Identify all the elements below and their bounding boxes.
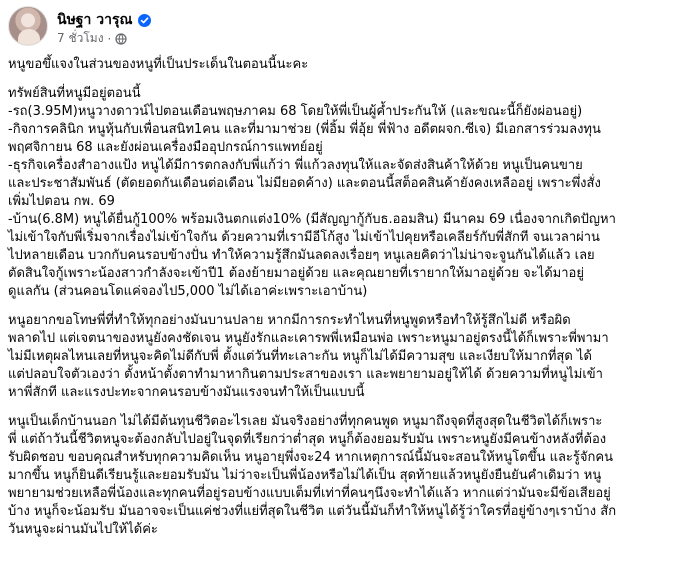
paragraph-closing xyxy=(8,413,672,539)
post-timestamp[interactable]: 7 ชั่วโมง xyxy=(57,31,104,45)
text-line: วันหนูจะผ่านมันไปให้ได้ค่ะ xyxy=(8,522,158,537)
paragraph-apology xyxy=(8,312,672,402)
text-line: พลาดไป แต่เจตนาของหนูยังคงชัดเจน หนูยังรักและเคารพพี่เหมือนพ่อ เพราะหนูมาอยู่ตรงนี้ได้ก็เพราะพี่พามา xyxy=(8,331,609,346)
text-line: -รถ(3.95M)หนูวางดาวน์ไปตอนเดือนพฤษภาคม 68 โดยให้พี่เป็นผู้ค้ำประกันให้ (และขณะนี้ก็ยังผ่อนอยู่) xyxy=(8,104,583,119)
text-line: -บ้าน(6.8M) หนูได้ยื่นกู้100% พร้อมเงินตกแต่ง10% (มีสัญญากู้กับธ.ออมสิน) มีนาคม 69 เนื่องจากเกิดปัญหา xyxy=(8,212,616,227)
author-avatar[interactable] xyxy=(8,6,48,46)
text-line: หนูอยากขอโทษพี่ที่ทำให้ทุกอย่างมันบานปลาย หากมีการกระทำไหนที่หนูพูดหรือทำให้รู้สึกไม่ดี หรือผิด xyxy=(8,313,571,328)
text-line: พี่ แต่ถ้าวันนี้ชีวิตหนูจะต้องกลับไปอยู่ในจุดที่เรียกว่าต่ำสุด หนูก็ต้องยอมรับมัน เพราะหนูยังมีคนข้างหลังที่ต้อง xyxy=(8,432,607,447)
text-line: แต่ปลอบใจตัวเองว่า ตั้งหน้าตั้งตาทำมาหากินตามประสาของเรา และพยายามอยู่ให้ได้ ด้วยความที่หนูไม่เข้า xyxy=(8,367,603,382)
text-line: ไปหลายเดือน บวกกับคนรอบข้างปั่น ทำให้ความรู้สึกมันลดลงเรื่อยๆ หนูเลยคิดว่าไม่น่าจะจูนกันได้แล้ว เลย xyxy=(8,248,595,263)
text-line: ทรัพย์สินที่หนูมีอยู่ตอนนี้ xyxy=(8,86,141,101)
text-line: ไม่เข้าใจกับพี่เริ่มจากเรื่องไม่เข้าใจกัน ด้วยความที่เรามีอีโก้สูง ไม่เข้าไปคุยหรือเคลียร์กับพี่สักที จนเวลาผ่าน xyxy=(8,230,600,245)
text-line: มากขึ้น หนูก็ยินดีเรียนรู้และยอมรับมัน ไม่ว่าจะเป็นพี่น้องหรือไม่ได้เป็น สุดท้ายแล้วหนูยังยืนยันคำเดิมว่า หนู xyxy=(8,468,602,483)
text-line: ตัดสินใจกู้เพราะน้องสาวกำลังจะเข้าปี1 ต้องย้ายมาอยู่ด้วย และคุณยายที่เรายากให้มาอยู่ด้วย จะได้มาอยู่ xyxy=(8,266,584,281)
paragraph-assets xyxy=(8,85,672,301)
post-meta xyxy=(57,29,127,48)
text-line: -กิจการคลินิก หนูหุ้นกับเพื่อนสนิท1คน และที่มามาช่วย (พี่อิ้ม พี่อุ้ย พี่ฟ้าง อดีตผจก.ซีเจ) มีเอกสารร่วมลงทุน xyxy=(8,122,601,137)
meta-separator: · xyxy=(107,31,112,46)
text-line: เพิ่มไปตอน กพ. 69 xyxy=(8,194,115,209)
text-line: หนูเป็นเด็กบ้านนอก ไม่ได้มีต้นทุนชีวิตอะไรเลย มันจริงอย่างที่ทุกคนพูด หนูมาถึงจุดที่สูงสุดในชีวิตได้ก็เพราะ xyxy=(8,414,603,429)
paragraph-intro xyxy=(8,56,672,74)
verified-badge-icon xyxy=(138,14,151,27)
author-name[interactable]: นิษฐา วารุณ xyxy=(57,12,133,28)
post-header xyxy=(0,0,676,58)
author-row xyxy=(57,9,151,31)
post-body xyxy=(8,56,672,550)
text-line: บ้าง หนูก็จะน้อมรับ มันอาจจะเป็นแค่ช่วงที่แย่ที่สุดในชีวิต แต่วันนี้มันก็ทำให้หนูได้รู้ว่าใครที่อยู่ข้างๆเราบ้าง สัก xyxy=(8,504,617,519)
text-line: -ธุรกิจเครื่องสำอางแป้ง หนูได้มีการตกลงกับพี่แก้ว่า พี่แก้วลงทุนให้และจัดส่งสินค้าให้ด้วย หนูเป็นคนขาย xyxy=(8,158,583,173)
text-line: หาพี่สักที และแรงปะทะจากคนรอบข้างมันแรงจนทำให้เป็นแบบนี้ xyxy=(8,385,365,400)
text-line: ไม่มีเหตุผลไหนเลยที่หนูจะคิดไม่ดีกับพี่ ตั้งแต่วันที่ทะเลาะกัน หนูก็ไม่ได้มีความสุข และเงียบให้มากที่สุด ได้ xyxy=(8,349,592,364)
text-line: ดูแลกัน (ส่วนคอนโดแค่จองไป5,000 ไม่ได้เอาค่ะเพราะเอาบ้าน) xyxy=(8,284,368,299)
text-line: พยายามช่วยเหลือพี่น้องและทุกคนที่อยู่รอบข้างแบบเต็มที่เท่าที่คนๆนึงจะทำได้แล้ว หากแต่ว่ามันจะมีข้อเสียอยู่ xyxy=(8,486,611,501)
text-line: รับผิดชอบ ขอบคุณสำหรับทุกความคิดเห็น หนูอายุพึ่งจะ24 หากเหตุการณ์นี้มันจะสอนให้หนูโตขึ้น และรู้จักคน xyxy=(8,450,613,465)
text-line: พฤศจิกายน 68 และยังผ่อนเครื่องมืออุปกรณ์การแพทย์อยู่ xyxy=(8,140,323,155)
text-line: หนูขอขึ้แจงในส่วนของหนูที่เป็นประเด็นในตอนนี้นะคะ xyxy=(8,57,309,72)
text-line: และประชาสัมพันธ์ (ตัดยอดกันเดือนต่อเดือน ไม่มียอดค้าง) และตอนนี้สต็อคสินค้ายังคงเหลืออยู่ เพราะพึ่งสั่ง xyxy=(8,176,601,191)
globe-icon[interactable] xyxy=(115,33,127,45)
